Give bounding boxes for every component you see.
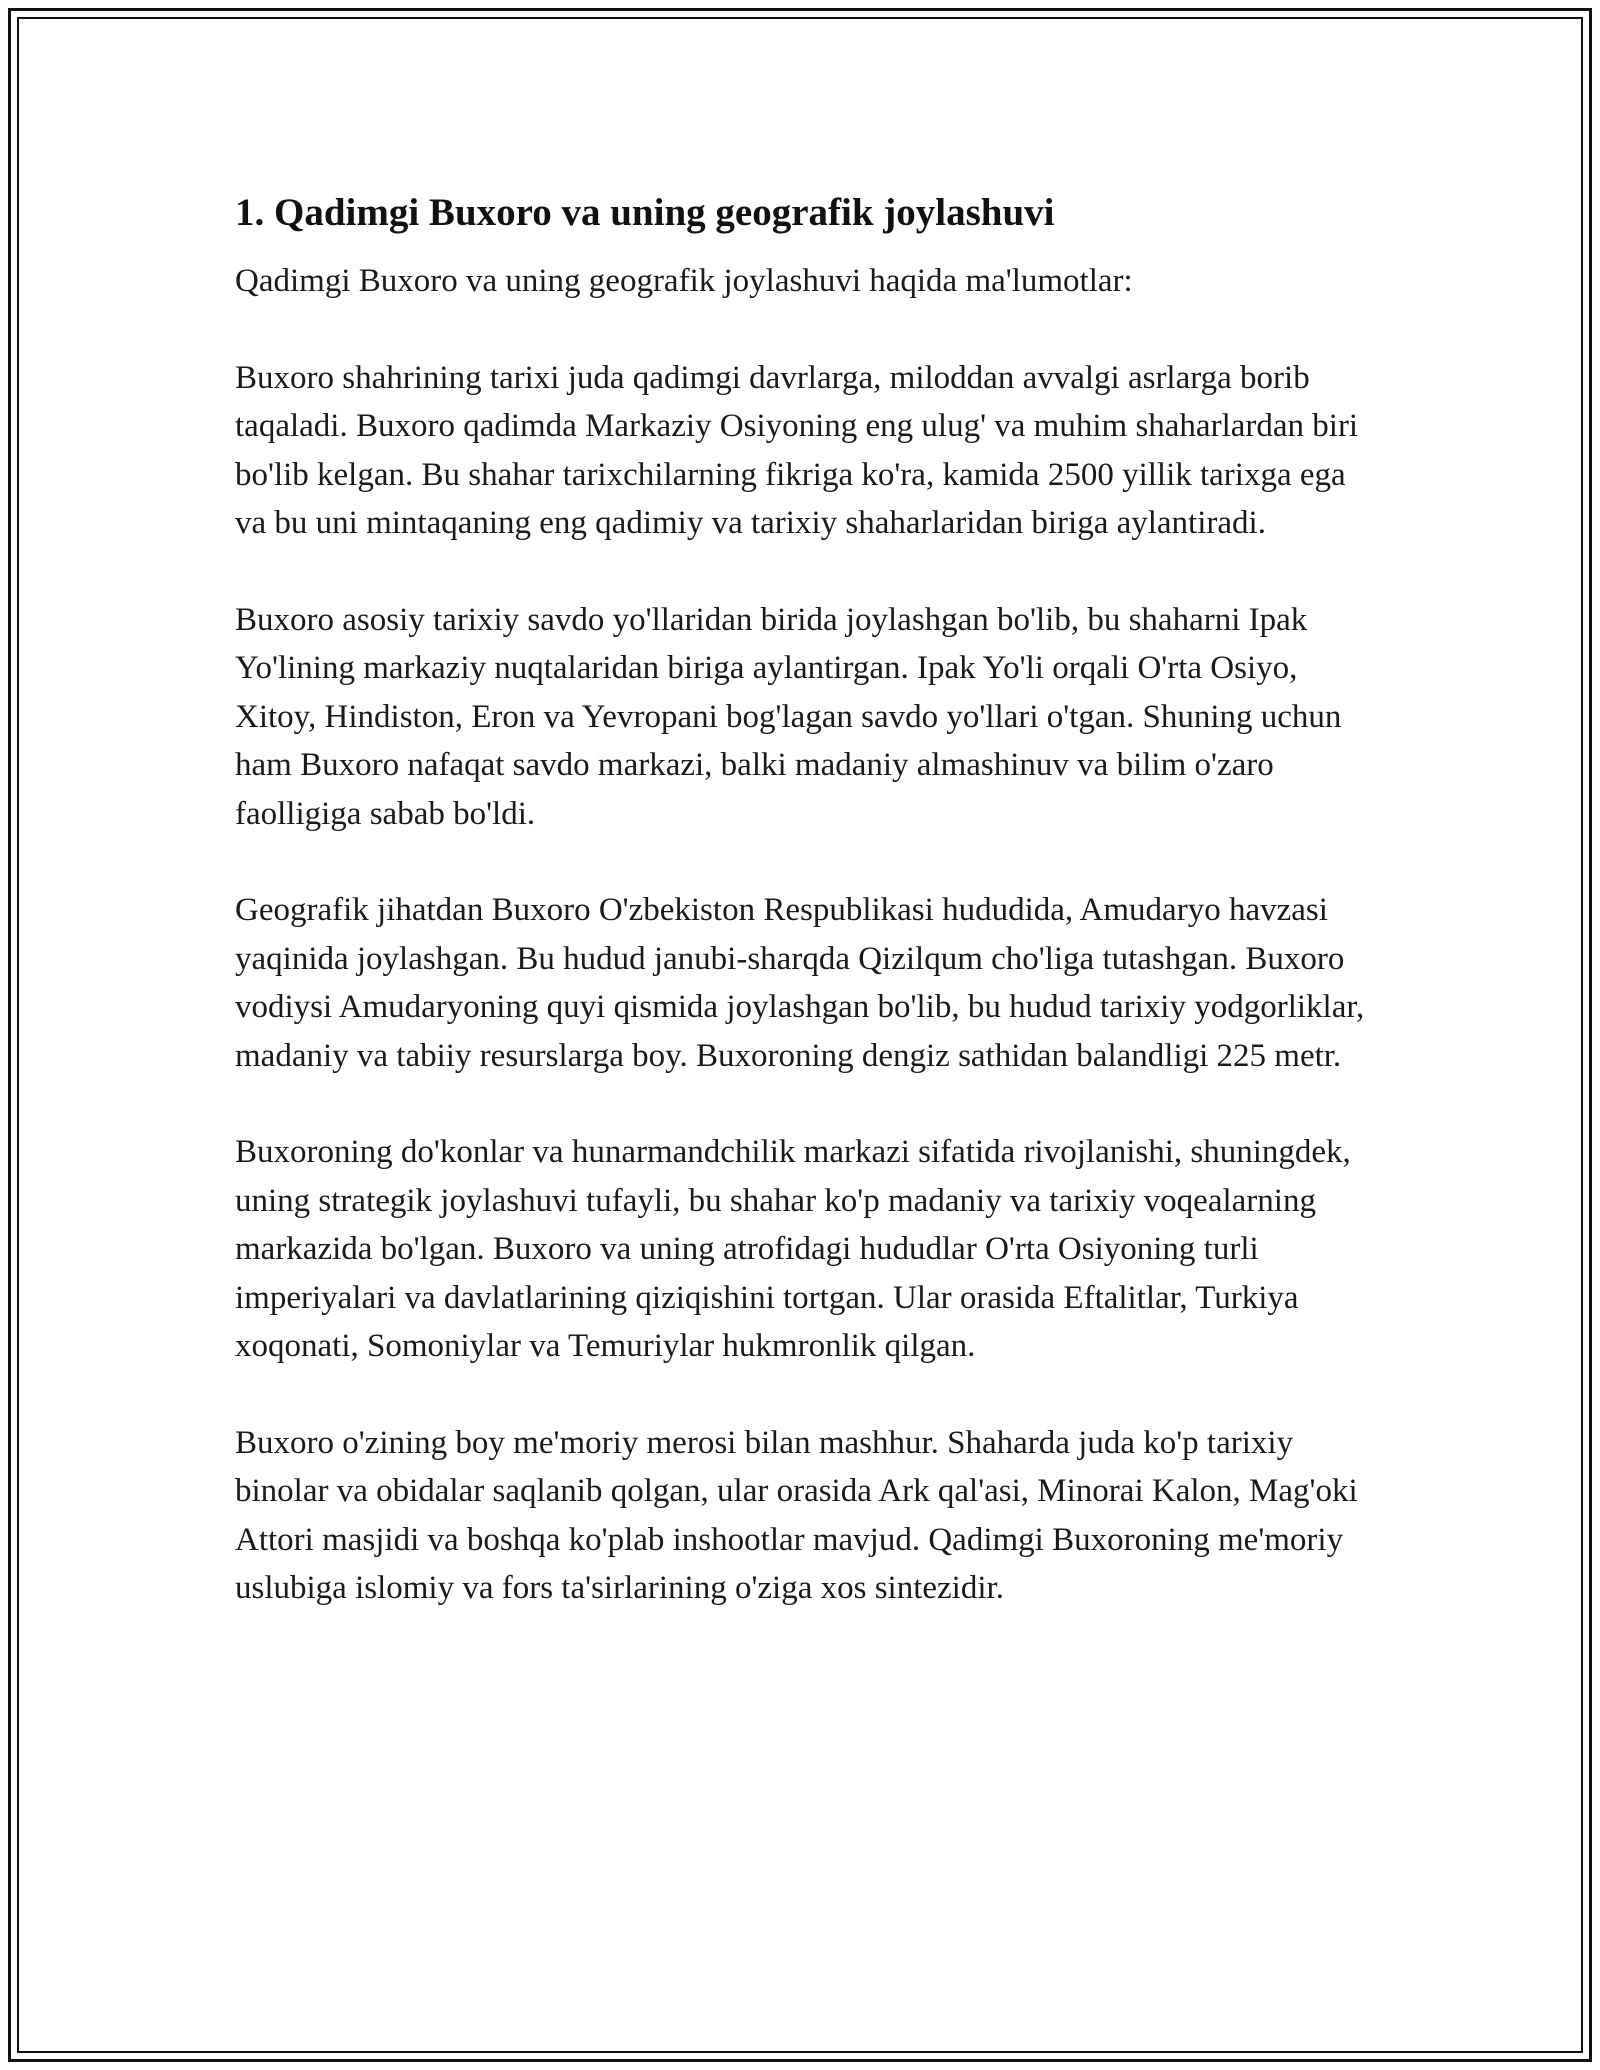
intro-paragraph: Qadimgi Buxoro va uning geografik joylashuvi haqida ma'lumotlar: — [235, 263, 1133, 299]
paragraph-history: Buxoro shahrining tarixi juda qadimgi davrlarga, miloddan avvalgi asrlarga borib taqaladi. Buxoro qadimda Markaziy Osiyoning eng ulug' va muhim shaharlardan biri bo'lib kelgan. Bu shahar tarixchilarning fikriga ko'ra, kamida 2500 yillik tarixga ega va bu uni mintaqaning eng qadimiy va tarixiy shaharlaridan biriga aylantiradi. — [235, 359, 1359, 541]
paragraph-trade-center: Buxoroning do'konlar va hunarmandchilik markazi sifatida rivojlanishi, shuningdek, uning strategik joylashuvi tufayli, bu shahar ko'p madaniy va tarixiy voqealarning markazida bo'lgan. Buxoro va uning atrofidagi hududlar O'rta Osiyoning turli imperiyalari va davlatlarining qiziqishini tortgan. Ular orasida Eftalitlar, Turkiya xoqonati, Somoniylar va Temuriylar hukmronlik qilgan. — [235, 1134, 1351, 1364]
document-body — [235, 185, 1375, 1661]
paragraph-architecture: Buxoro o'zining boy me'moriy merosi bilan mashhur. Shaharda juda ko'p tarixiy binolar va obidalar saqlanib qolgan, ular orasida Ark qal'asi, Minorai Kalon, Mag'oki Attori masjidi va boshqa ko'plab inshootlar mavjud. Qadimgi Buxoroning me'moriy uslubiga islomiy va fors ta'sirlarining o'ziga xos sintezidir. — [235, 1424, 1358, 1606]
paragraph-silk-road: Buxoro asosiy tarixiy savdo yo'llaridan birida joylashgan bo'lib, bu shaharni Ipak Yo'lining markaziy nuqtalaridan biriga aylantirgan. Ipak Yo'li orqali O'rta Osiyo, Xitoy, Hindiston, Eron va Yevropani bog'lagan savdo yo'llari o'tgan. Shuning uchun ham Buxoro nafaqat savdo markazi, balki madaniy almashinuv va bilim o'zaro faolligiga sabab bo'ldi. — [235, 601, 1342, 832]
section-heading: 1. Qadimgi Buxoro va uning geografik joylashuvi — [235, 191, 1055, 234]
paragraph-geography: Geografik jihatdan Buxoro O'zbekiston Respublikasi hududida, Amudaryo havzasi yaqinida joylashgan. Bu hudud janubi-sharqda Qizilqum cho'liga tutashgan. Buxoro vodiysi Amudaryoning quyi qismida joylashgan bo'lib, bu hudud tarixiy yodgorliklar, madaniy va tabiiy resurslarga boy. Buxoroning dengiz sathidan balandligi 225 metr. — [235, 892, 1365, 1074]
